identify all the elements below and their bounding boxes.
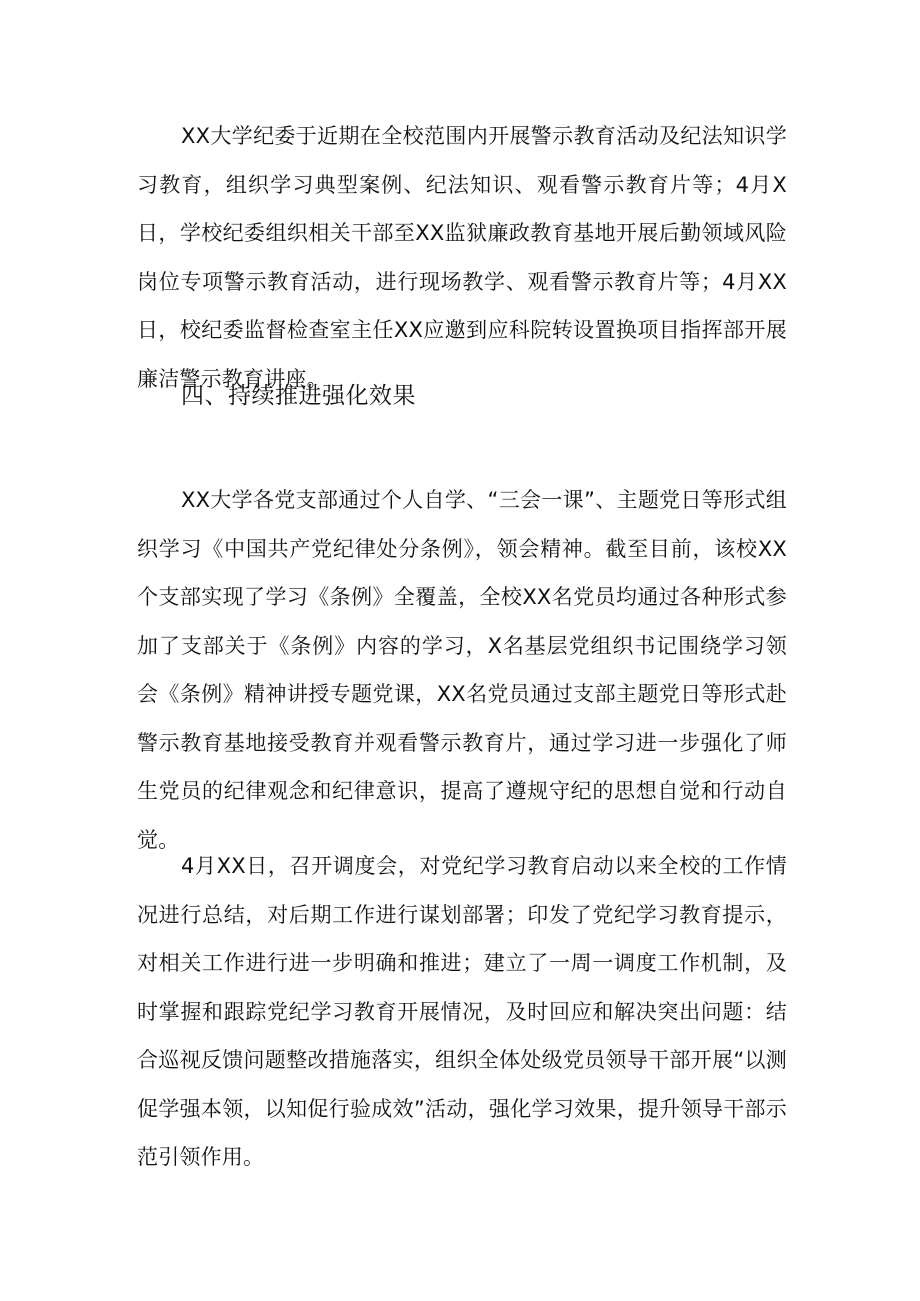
paragraph-regulations-study: XX大学各党支部通过个人自学、“三会一课”、主题党日等形式组织学习《中国共产党纪律处分条例》，领会精神。截至目前，该校XX个支部实现了学习《条例》全覆盖，全校XX名党员均通过各种形式参加了支部关于《条例》内容的学习，X名基层党组织书记围绕学习领会《条例》精神讲授专题党课，XX名党员通过支部主题党日等形式赴警示教育基地接受教育并观看警示教育片，通过学习进一步强化了师生党员的纪律观念和纪律意识，提高了遵规守纪的思想自觉和行动自觉。	[137, 488, 787, 852]
paragraph-warning-education: XX大学纪委于近期在全校范围内开展警示教育活动及纪法知识学习教育，组织学习典型案例、纪法知识、观看警示教育片等；4月X日，学校纪委组织相关干部至XX监狱廉政教育基地开展后勤领域风险岗位专项警示教育活动，进行现场教学、观看警示教育片等；4月XX日，校纪委监督检查室主任XX应邀到应科院转设置换项目指挥部开展廉洁警示教育讲座。	[137, 124, 787, 391]
section-heading-4: 四、持续推进强化效果	[181, 383, 416, 409]
paragraph-dispatch-meeting: 4月XX日，召开调度会，对党纪学习教育启动以来全校的工作情况进行总结，对后期工作进行谋划部署；印发了党纪学习教育提示，对相关工作进行进一步明确和推进；建立了一周一调度工作机制，及时掌握和跟踪党纪学习教育开展情况，及时回应和解决突出问题：结合巡视反馈问题整改措施落实，组织全体处级党员领导干部开展“以测促学强本领，以知促行验成效”活动，强化学习效果，提升领导干部示范引领作用。	[137, 854, 787, 1169]
